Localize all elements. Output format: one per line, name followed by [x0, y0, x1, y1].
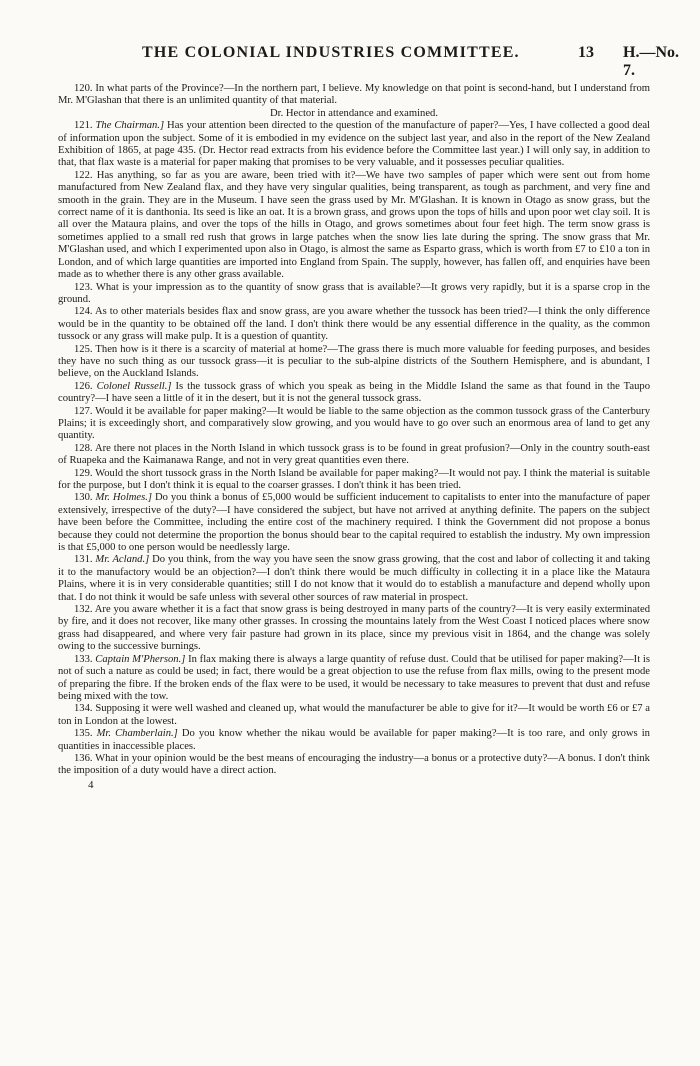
speaker-name: Colonel Russell.]	[96, 380, 172, 392]
question-number: 132.	[74, 604, 93, 616]
question-answer-text: Are there not places in the North Island in which tussock grass is to be found in great profusion?—Only in the country south-east of Ruapeka and the Kaimanawa Range, and not in very great quantities even there.	[58, 442, 650, 467]
question-paragraph	[58, 120, 650, 170]
question-number: 123.	[74, 281, 93, 293]
question-paragraph	[58, 83, 650, 108]
question-paragraph	[58, 406, 650, 443]
question-answer-text: What in your opinion would be the best means of encouraging the industry—a bonus or a protective duty?—A bonus. I don't think the imposition of a duty would have a direct action.	[58, 752, 650, 777]
question-answer-text: Has anything, so far as you are aware, been tried with it?—We have two samples of paper which were sent out from home manufactured from New Zealand flax, and they have very singular qualities, being transparent, as tough as parchment, and very fine and smooth in the grain. They are in the Museum. I have seen the grass used by Mr. M'Glashan. It is known in Otago as snow grass, but the correct name of it is danthonia. Its seed is like an oat. It is a brown grass, and grows upon the tops of hills and upon poor wet clay soil. It is all over the Mataura plains, and over the tops of the hills in Otago, and grows sometimes about four feet high. The term snow grass is sometimes applied to a small red rush that grows in large patches when the snow lies late during the spring. The snow grass that Mr. M'Glashan used, and which I experimented upon also in Otago, is almost the same as Esparto grass, which is worth from £7 to £10 a ton in London, and of which large quantities are imported into England from Spain. The supply, however, has fallen off, and enquiries have been made as to whether there is any other grass available.	[58, 169, 650, 281]
question-paragraph	[58, 703, 650, 728]
question-answer-text: Then how is it there is a scarcity of material at home?—The grass there is much more valuable for feeding purposes, and besides they have no such thing as our tussock grass—it is peculiar to the sub-alpine districts of the Southern Hemisphere, and is abundant, I believe, on the Auckland Islands.	[58, 343, 650, 380]
question-answer-text: Do you think, from the way you have seen the snow grass growing, that the cost and labor of collecting it and taking it to the manufactory would be an objection?—I don't think there would be much difficulty in collecting it in a place like the Mataura Plains, where it is in very considerable quantities; still I do not know that it would do to establish a manufacture and depend wholly upon that. I do not think it would be safe unless with several other sources of raw material in prospect.	[58, 554, 650, 603]
question-paragraph	[58, 554, 650, 604]
witness-heading: Dr. Hector in attendance and examined.	[270, 107, 438, 119]
question-number: 134.	[74, 703, 93, 715]
question-answer-text: In flax making there is always a large quantity of refuse dust. Could that be utilised for paper making?—It is not of such a nature as could be used; in fact, there would be a great objection to use the refuse from flax mills, owing to the present mode of preparing the fibre. If the broken ends of the flax were to be used, it would be necessary to take measures to prevent that dust and refuse being mixed with the tow.	[58, 653, 650, 702]
speaker-name: Captain M'Pherson.]	[95, 653, 186, 665]
question-answer-text: Would it be available for paper making?—It would be liable to the same objection as the common tussock grass of the Canterbury Plains; it is exceedingly short, and comparatively slow growing, and you would have to go over such an enormous area of land to get any quantity.	[58, 405, 650, 442]
question-number: 124.	[74, 306, 93, 318]
question-answer-text: Are you aware whether it is a fact that snow grass is being destroyed in many parts of the country?—It is very easily exterminated by fire, and it does not recover, like many other grasses. In crossing the mountains lately from the West Coast I noticed places where snow grass had disappeared, and where very fair pasture had grown in its place, since my previous visit in 1864, and the change was solely owing to the successive burnings.	[58, 604, 650, 653]
question-paragraph	[58, 492, 650, 554]
question-answer-text: In what parts of the Province?—In the northern part, I believe. My knowledge on that point is second-hand, but I understand from Mr. M'Glashan that there is an unlimited quantity of that material.	[58, 83, 650, 107]
header-document-reference: H.—No. 7.	[623, 44, 679, 79]
question-number: 133.	[74, 653, 93, 665]
header-page-number: 13	[578, 44, 594, 61]
question-paragraph	[58, 604, 650, 654]
question-number: 130.	[74, 492, 93, 504]
question-answer-text: Supposing it were well washed and cleaned up, what would the manufacturer be able to give for it?—It would be worth £6 or £7 a ton in London at the lowest.	[58, 703, 650, 727]
question-paragraph	[58, 468, 650, 493]
speaker-name: Mr. Acland.]	[95, 554, 150, 566]
question-number: 128.	[74, 442, 93, 454]
question-paragraph	[58, 170, 650, 282]
question-number: 127.	[74, 405, 93, 417]
question-answer-text: Would the short tussock grass in the North Island be available for paper making?—It would not pay. I think the material is suitable for the purpose, but I don't think it is equal to the coarser grasses. I don't think it has been tried.	[58, 467, 650, 491]
header-title: THE COLONIAL INDUSTRIES COMMITTEE.	[142, 44, 520, 61]
question-number: 129.	[74, 467, 93, 479]
question-number: 121.	[74, 120, 93, 132]
question-number: 135.	[74, 728, 93, 740]
question-number: 122.	[74, 169, 93, 181]
question-number: 131.	[74, 554, 93, 566]
speaker-name: Mr. Holmes.]	[95, 492, 153, 504]
question-answer-text: As to other materials besides flax and snow grass, are you aware whether the tussock has been tried?—I think the only difference would be in the quantity to be obtained off the land. I don't think there would be any essential difference in the quality, as the common tussock or any grass will make pulp. It is a question of quantity.	[58, 306, 650, 343]
question-answer-text: Has your attention been directed to the question of the manufacture of paper?—Yes, I have collected a good deal of information upon the subject. Some of it is embodied in my evidence on the subject last year, and also in the report of the New Zealand Exhibition of 1865, at page 435. (Dr. Hector read extracts from his evidence before the Committee last year.) I will only say, in addition to that, that flax waste is a material for paper making that promises to be very valuable, and it possesses peculiar qualities.	[58, 120, 651, 169]
question-number: 125.	[74, 343, 93, 355]
running-header	[58, 44, 688, 79]
question-paragraph	[58, 654, 650, 704]
signature-number: 4	[88, 778, 94, 791]
question-paragraph	[58, 753, 650, 778]
speaker-name: The Chairman.]	[95, 120, 165, 132]
speaker-name: Mr. Chamberlain.]	[96, 728, 178, 740]
question-answer-text: Is the tussock grass of which you speak as being in the Middle Island the same as that found in the Taupo country?—I have seen a little of it in the desert, but it is not the general tussock grass.	[58, 380, 650, 405]
question-paragraph	[58, 728, 650, 753]
question-number: 136.	[74, 752, 93, 764]
question-answer-text: Do you think a bonus of £5,000 would be sufficient inducement to capitalists to enter into the manufacture of paper extensively, irrespective of the duty?—I have considered the subject, but have not arrived at anything definite. The papers on the subject have been before the Committee, including the entire cost of the machinery required. I think the Government did not propose a bonus because they could not determine the proportion the bonus should bear to the capital required to establish the industry. My own impression is that £5,000 to one person would be needlessly large.	[58, 492, 650, 554]
question-answer-text: Do you know whether the nikau would be available for paper making?—It is too rare, and only grows in quantities in inaccessible places.	[58, 728, 650, 752]
question-number: 126.	[74, 380, 93, 392]
question-paragraph	[58, 381, 650, 406]
question-paragraph	[58, 282, 650, 307]
question-paragraph	[58, 306, 650, 343]
evidence-text	[58, 83, 650, 791]
question-paragraph	[58, 344, 650, 381]
question-paragraph	[58, 443, 650, 468]
question-number: 120.	[74, 83, 93, 94]
question-answer-text: What is your impression as to the quantity of snow grass that is available?—It grows very rapidly, but it is a sparse crop in the ground.	[58, 281, 650, 305]
